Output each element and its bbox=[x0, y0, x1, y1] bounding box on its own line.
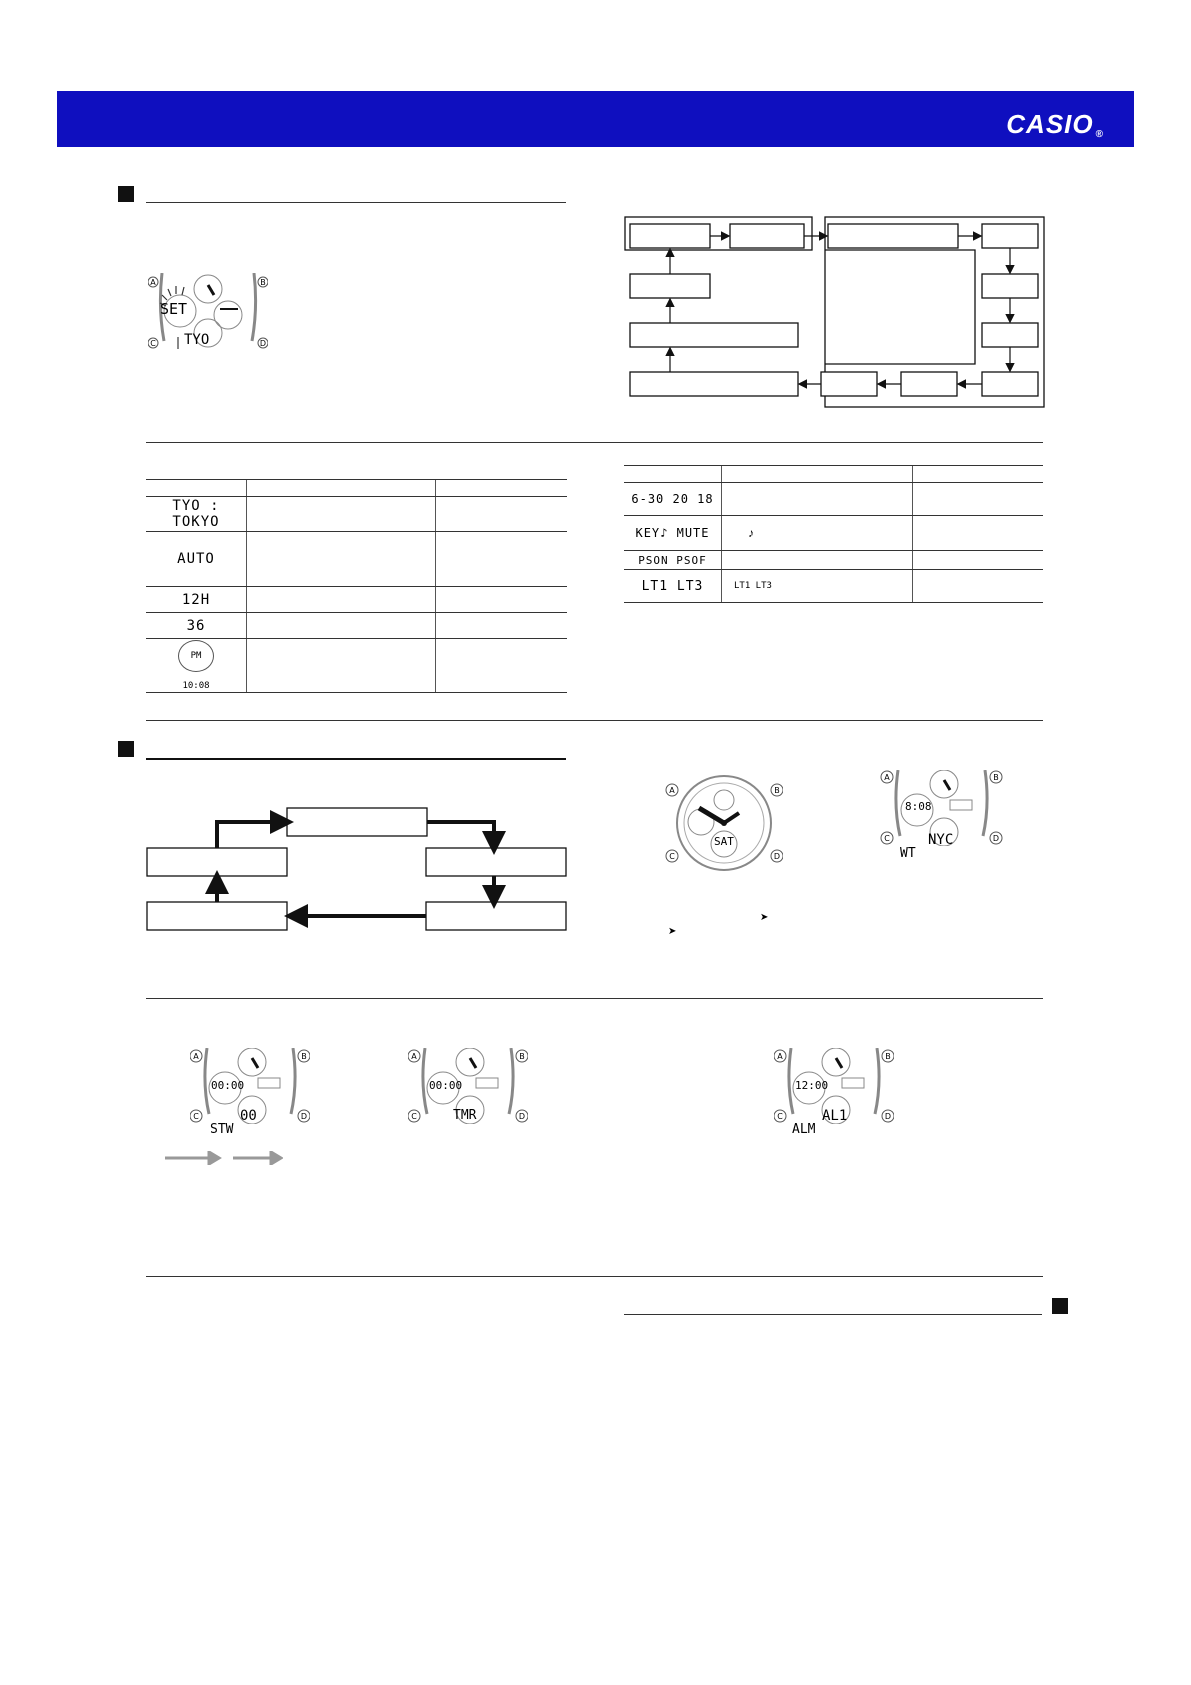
svg-text:A: A bbox=[150, 278, 156, 287]
alarm-mode: ALM bbox=[792, 1122, 816, 1137]
stopwatch-digits: 00:00 bbox=[211, 1079, 245, 1092]
svg-text:C: C bbox=[777, 1112, 783, 1121]
registered-mark: ® bbox=[1095, 129, 1104, 140]
code-36: 36 bbox=[146, 613, 247, 639]
flow-box-4 bbox=[982, 224, 1038, 248]
code-key-mute: KEY♪ MUTE bbox=[624, 516, 722, 551]
lt-note: LT1 LT3 bbox=[722, 570, 913, 603]
pm-clock-icon: PM 10:08 bbox=[178, 640, 214, 672]
flow-box-3 bbox=[828, 224, 958, 248]
section-rule-3 bbox=[624, 1314, 1042, 1315]
svg-text:C: C bbox=[193, 1112, 199, 1121]
stopwatch-gray-arrows bbox=[165, 1151, 283, 1165]
svg-text:B: B bbox=[885, 1052, 891, 1061]
section-marker bbox=[118, 186, 134, 202]
svg-text:B: B bbox=[519, 1052, 525, 1061]
world-time-digits: 8:08 bbox=[905, 800, 932, 813]
setting-flowchart bbox=[620, 213, 1045, 409]
section-rule-2 bbox=[146, 758, 566, 760]
code-tyo: TYO : TOKYO bbox=[146, 497, 247, 532]
stopwatch-mode: STW bbox=[210, 1122, 234, 1137]
section-rule bbox=[146, 202, 566, 203]
section-marker-2 bbox=[118, 741, 134, 757]
alarm-sub: AL1 bbox=[822, 1108, 848, 1124]
svg-text:B: B bbox=[260, 278, 266, 287]
svg-text:D: D bbox=[518, 1112, 526, 1121]
divider-3 bbox=[146, 998, 1043, 999]
note-icon: ♪ bbox=[722, 516, 913, 551]
svg-text:D: D bbox=[300, 1112, 308, 1121]
mode-box-right-upper bbox=[426, 848, 566, 876]
flow-box-9 bbox=[821, 372, 877, 396]
svg-text:C: C bbox=[411, 1112, 417, 1121]
settings-table-right bbox=[624, 465, 1043, 603]
code-auto: AUTO bbox=[146, 532, 247, 587]
mode-cycle-diagram bbox=[146, 800, 568, 934]
set-label: SET bbox=[160, 300, 188, 318]
mode-box-top bbox=[287, 808, 427, 836]
timer-digits: 00:00 bbox=[429, 1079, 463, 1092]
stopwatch-sub: 00 bbox=[240, 1108, 257, 1124]
header-bar bbox=[57, 91, 1134, 147]
world-time-city: NYC bbox=[928, 832, 954, 848]
divider-2 bbox=[146, 720, 1043, 721]
svg-text:D: D bbox=[884, 1112, 892, 1121]
flow-box-10 bbox=[630, 372, 798, 396]
flow-box-12 bbox=[630, 274, 710, 298]
divider-1 bbox=[146, 442, 1043, 443]
flow-box-6 bbox=[982, 323, 1038, 347]
section-marker-3 bbox=[1052, 1298, 1068, 1314]
svg-text:C: C bbox=[150, 339, 156, 348]
flow-box-8 bbox=[901, 372, 957, 396]
svg-text:A: A bbox=[884, 773, 890, 782]
svg-text:D: D bbox=[992, 834, 1000, 843]
svg-text:A: A bbox=[411, 1052, 417, 1061]
analog-day-label: SAT bbox=[714, 835, 734, 848]
small-arrow-1: ➤ bbox=[760, 912, 769, 923]
svg-text:D: D bbox=[259, 339, 267, 348]
svg-text:C: C bbox=[884, 834, 890, 843]
small-arrow-2: ➤ bbox=[668, 926, 677, 937]
flow-box-11 bbox=[630, 323, 798, 347]
code-pson-psof: PSON PSOF bbox=[624, 551, 722, 570]
svg-text:A: A bbox=[669, 786, 675, 795]
svg-text:B: B bbox=[993, 773, 999, 782]
flow-box-1 bbox=[630, 224, 710, 248]
mode-box-left-upper bbox=[147, 848, 287, 876]
svg-text:D: D bbox=[773, 852, 781, 861]
flow-box-7 bbox=[982, 372, 1038, 396]
divider-4 bbox=[146, 1276, 1043, 1277]
settings-table-left bbox=[146, 479, 567, 693]
svg-text:C: C bbox=[669, 852, 675, 861]
svg-text:A: A bbox=[777, 1052, 783, 1061]
mode-box-right-lower bbox=[426, 902, 566, 930]
code-12h: 12H bbox=[146, 587, 247, 613]
code-lt1-lt3: LT1 LT3 bbox=[624, 570, 722, 603]
svg-text:B: B bbox=[774, 786, 780, 795]
flow-box-5 bbox=[982, 274, 1038, 298]
timer-mode: TMR bbox=[453, 1108, 477, 1123]
brand-text: CASIO bbox=[1006, 109, 1094, 139]
alarm-digits: 12:00 bbox=[795, 1079, 829, 1092]
mode-box-left-lower bbox=[147, 902, 287, 930]
code-date: 6-30 20 18 bbox=[624, 483, 722, 516]
world-time-mode: WT bbox=[900, 846, 916, 861]
watch-illustration-analog bbox=[663, 770, 783, 890]
svg-text:B: B bbox=[301, 1052, 307, 1061]
svg-text:A: A bbox=[193, 1052, 199, 1061]
flow-box-2 bbox=[730, 224, 804, 248]
casio-logo bbox=[1006, 109, 1104, 140]
pm-clock-cell bbox=[146, 639, 247, 693]
city-label-tyo: TYO bbox=[184, 332, 210, 348]
